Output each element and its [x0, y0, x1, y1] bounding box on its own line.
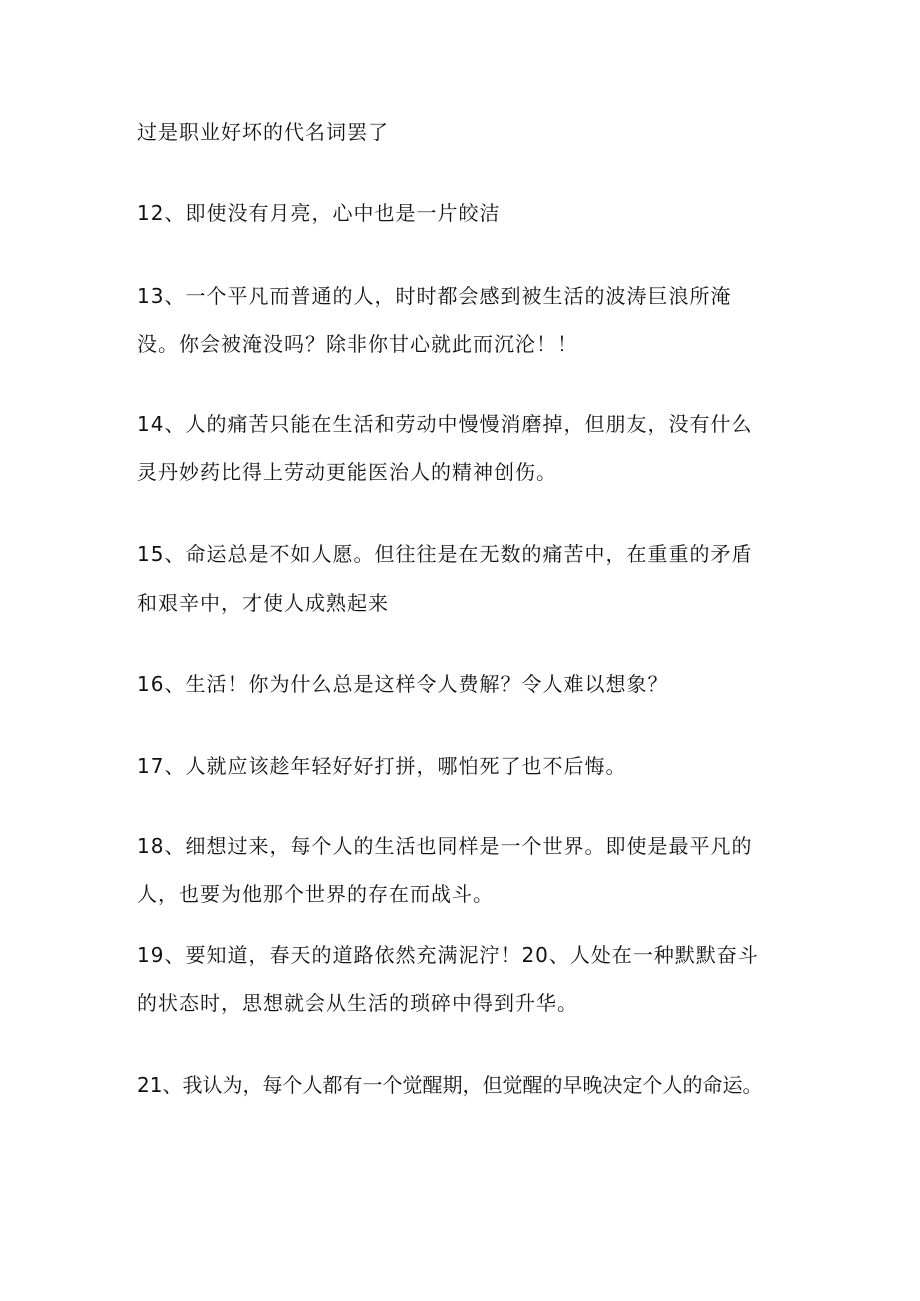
quote-21: 21、我认为，每个人都有一个觉醒期，但觉醒的早晚决定个人的命运。	[137, 1073, 763, 1097]
quote-15: 15、命运总是不如人愿。但往往是在无数的痛苦中，在重重的矛盾	[137, 542, 753, 566]
quote-19-20: 19、要知道，春天的道路依然充满泥泞！20、人处在一种默默奋斗	[137, 943, 759, 967]
quote-16: 16、生活！你为什么总是这样令人费解？令人难以想象？	[137, 672, 669, 696]
quote-20-continued: 的状态时，思想就会从生活的琐碎中得到升华。	[137, 991, 578, 1015]
quote-15-continued: 和艰辛中，才使人成熟起来	[137, 591, 389, 615]
text-line: 过是职业好坏的代名词罢了	[137, 120, 389, 144]
quote-17: 17、人就应该趁年轻好好打拼，哪怕死了也不后悔。	[137, 754, 627, 778]
quote-13-continued: 没。你会被淹没吗？除非你甘心就此而沉沦！！	[137, 332, 578, 356]
quote-18-continued: 人，也要为他那个世界的存在而战斗。	[137, 882, 494, 906]
quote-12: 12、即使没有月亮，心中也是一片皎洁	[137, 201, 501, 225]
quote-14-continued: 灵丹妙药比得上劳动更能医治人的精神创伤。	[137, 460, 557, 484]
quote-14: 14、人的痛苦只能在生活和劳动中慢慢消磨掉，但朋友，没有什么	[137, 412, 753, 436]
quote-18: 18、细想过来，每个人的生活也同样是一个世界。即使是最平凡的	[137, 834, 753, 858]
quote-13: 13、一个平凡而普通的人，时时都会感到被生活的波涛巨浪所淹	[137, 284, 732, 308]
